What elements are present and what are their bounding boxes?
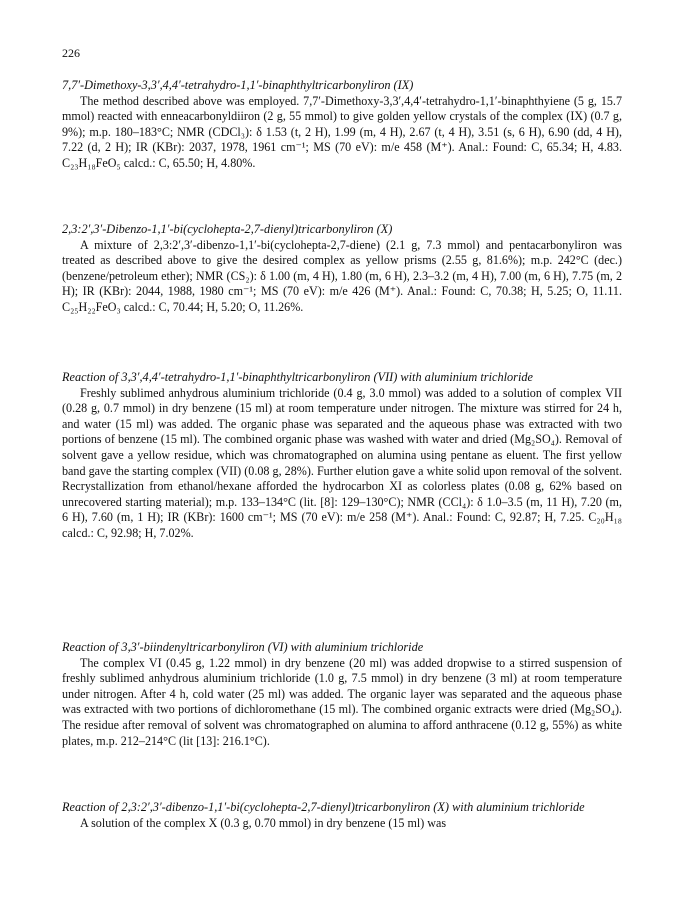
section-body: Freshly sublimed anhydrous aluminium trichloride (0.4 g, 3.0 mmol) was added to a solution of complex VII (0.28 g, 0.7 mmol) in dry benzene (15 ml) at room temperature under nitrogen. The mixture was stirred for 24 h, and water (15 ml) was added. The organic phase was separated and the aqueous phase was extracted with two portions of benzene (15 ml). The combined organic phase was washed with water and dried (Mg₂SO₄). Removal of solvent gave a yellow residue, which was chromatographed on alumina using pentane as eluent. The first yellow band gave the starting complex (VII) (0.08 g, 28%). Further elution gave a white solid upon removal of the solvent. Recrystallization from ethanol/hexane afforded the hydrocarbon XI as colorless plates (0.08 g, 62% based on unrecovered starting material); m.p. 133–134°C (lit. [8]: 129–130°C); NMR (CCl₄): δ 1.0–3.5 (m, 11 H), 7.20 (m, 6 H), 7.60 (m, 1 H); IR (KBr): 1600 cm⁻¹; MS (70 eV): m/e 258 (M⁺). Anal.: Found: C, 92.87; H, 7.25. C₂₀H₁₈ calcd.: C, 92.98; H, 7.02%. <box>62 385 622 540</box>
section-body: A mixture of 2,3:2′,3′-dibenzo-1,1′-bi(cyclohepta-2,7-diene) (2.1 g, 7.3 mmol) and pentacarbonyliron was treated as described above to give the desired complex as yellow prisms (2.55 g, 81.6%); m.p. 242°C (dec.) (benzene/petroleum ether); NMR (CS₂): δ 1.00 (m, 4 H), 1.80 (m, 6 H), 2.3–3.2 (m, 4 H), 7.00 (m, 6 H), 7.75 (m, 2 H); IR (KBr): 2044, 1988, 1980 cm⁻¹; MS (70 eV): m/e 426 (M⁺). Anal.: Found: C, 70.38; H, 5.25; O, 11.11. C₂₅H₂₂FeO₃ calcd.: C, 70.44; H, 5.20; O, 11.26%. <box>62 237 622 314</box>
section-complex-x <box>62 222 622 316</box>
section-reaction-vi <box>62 640 622 749</box>
section-heading: 7,7′-Dimethoxy-3,3′,4,4′-tetrahydro-1,1′-binaphthyltricarbonyliron (IX) <box>62 78 414 92</box>
section-heading: Reaction of 2,3:2′,3′-dibenzo-1,1′-bi(cyclohepta-2,7-dienyl)tricarbonyliron (X) with aluminium trichloride <box>62 800 585 814</box>
section-reaction-x <box>62 800 622 831</box>
section-heading: Reaction of 3,3′-biindenyltricarbonyliron (VI) with aluminium trichloride <box>62 640 424 654</box>
section-heading: Reaction of 3,3′,4,4′-tetrahydro-1,1′-binaphthyltricarbonyliron (VII) with aluminium trichloride <box>62 370 533 384</box>
section-complex-ix <box>62 78 622 172</box>
section-body: A solution of the complex X (0.3 g, 0.70 mmol) in dry benzene (15 ml) was <box>80 815 447 830</box>
page-number: 226 <box>62 46 80 60</box>
section-heading: 2,3:2′,3′-Dibenzo-1,1′-bi(cyclohepta-2,7-dienyl)tricarbonyliron (X) <box>62 222 393 236</box>
section-body: The method described above was employed. 7,7′-Dimethoxy-3,3′,4,4′-tetrahydro-1,1′-binaphthyiene (5 g, 15.7 mmol) reacted with enneacarbonyldiiron (2 g, 55 mmol) to give golden yellow crystals of the complex (IX) (0.7 g, 9%); m.p. 180–183°C; NMR (CDCl₃): δ 1.53 (t, 2 H), 1.99 (m, 4 H), 2.67 (t, 4 H), 3.51 (s, 6 H), 6.90 (dd, 4 H), 7.22 (d, 2 H); IR (KBr): 2037, 1978, 1961 cm⁻¹; MS (70 eV): m/e 458 (M⁺). Anal.: Found: C, 65.34; H, 4.83. C₂₃H₁₈FeO₅ calcd.: C, 65.50; H, 4.80%. <box>62 93 622 170</box>
section-body: The complex VI (0.45 g, 1.22 mmol) in dry benzene (20 ml) was added dropwise to a stirred suspension of freshly sublimed anhydrous aluminium trichloride (1.0 g, 7.5 mmol) in dry benzene (3 ml) at room temperature under nitrogen. After 4 h, cold water (25 ml) was added. The organic layer was separated and the aqueous phase was extracted with two portions of dichloromethane (15 ml). The combined organic extracts were dried (Mg₂SO₄). The residue after removal of solvent was chromatographed on alumina to afford anthracene (0.12 g, 55%) as white plates, m.p. 212–214°C (lit [13]: 216.1°C). <box>62 655 622 748</box>
section-reaction-vii <box>62 370 622 542</box>
